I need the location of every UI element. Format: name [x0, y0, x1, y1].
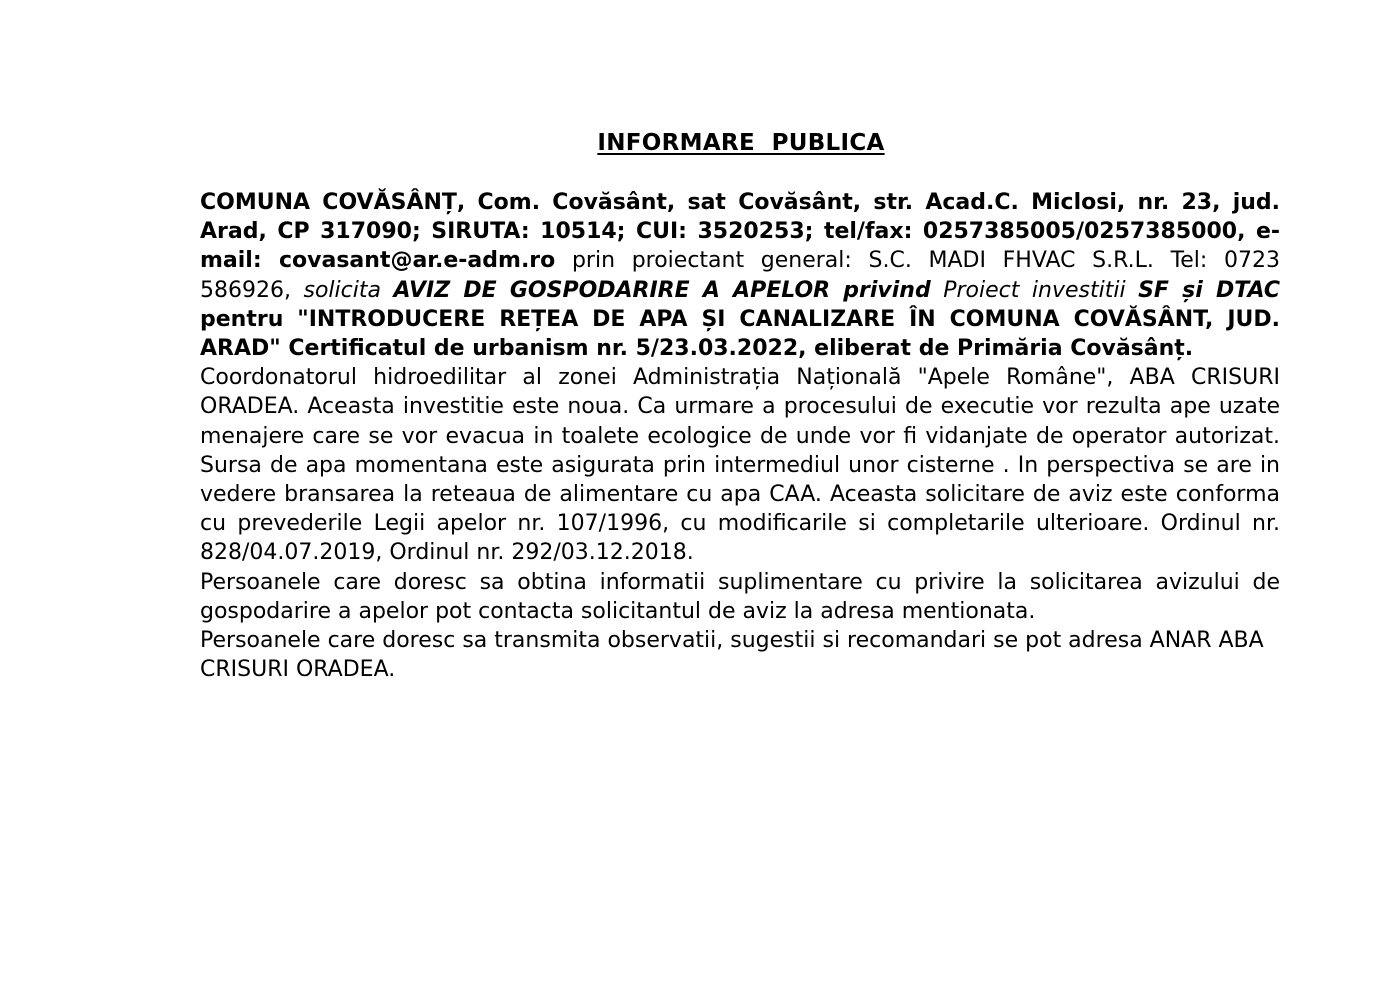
description-paragraph: Coordonatorul hidroedilitar al zonei Administrația Națională "Apele Române", ABA CRISURI ORADEA. Aceasta investitie este noua. Ca urmare a procesului de executie vor rezulta ape uzate menajere care se vor evacua in toalete ecologice de unde vor fi vidanjate de operator autorizat. Sursa de apa momentana este asigurata prin intermediul unor cisterne . In perspectiva se are in vedere bransarea la reteaua de alimentare cu apa CAA. Aceasta solicitare de aviz este conforma cu prevederile Legii apelor nr. 107/1996, cu modificarile si completarile ulterioare. Ordinul nr. 828/04.07.2019, Ordinul nr. 292/03.12.2018. — [200, 365, 1280, 566]
proiect-text: Proiect investitii — [930, 277, 1139, 303]
solicita-text: solicita — [303, 277, 394, 303]
applicant-details: COMUNA COVĂSÂNȚ, Com. Covăsânt, sat Covăsânt, str. Acad.C. Miclosi, nr. 23, jud. Arad, CP 317090; SIRUTA: 10514; CUI: 3520253; tel/fax: 0257385005/0257385000, e-mail: covasant@ar.e-adm.ro — [200, 190, 1280, 274]
info-paragraph: Persoanele care doresc sa obtina informatii suplimentare cu privire la solicitarea avizului de gospodarire a apelor pot contacta solicitantul de aviz la adresa mentionata. — [200, 569, 1280, 624]
document-title: INFORMARE PUBLICA — [597, 130, 885, 156]
sf-dtac-text: SF și DTAC — [1138, 277, 1281, 303]
request-paragraph — [200, 188, 1280, 363]
project-title-text: pentru "INTRODUCERE REȚEA DE APA ȘI CANALIZARE ÎN COMUNA COVĂSÂNT, JUD. ARAD" Certificatul de urbanism nr. 5/23.03.2022, eliberat de Primăria Covăsânț. — [200, 306, 1280, 362]
aviz-text: AVIZ DE GOSPODARIRE A APELOR privind — [393, 277, 931, 303]
document-body — [200, 188, 1280, 684]
designer-details: prin proiectant general: S.C. MADI FHVAC S.R.L. Tel: 0723 586926, — [200, 248, 1280, 303]
observations-paragraph: Persoanele care doresc sa transmita observatii, sugestii si recomandari se pot adresa ANAR ABA CRISURI ORADEA. — [200, 628, 1264, 683]
